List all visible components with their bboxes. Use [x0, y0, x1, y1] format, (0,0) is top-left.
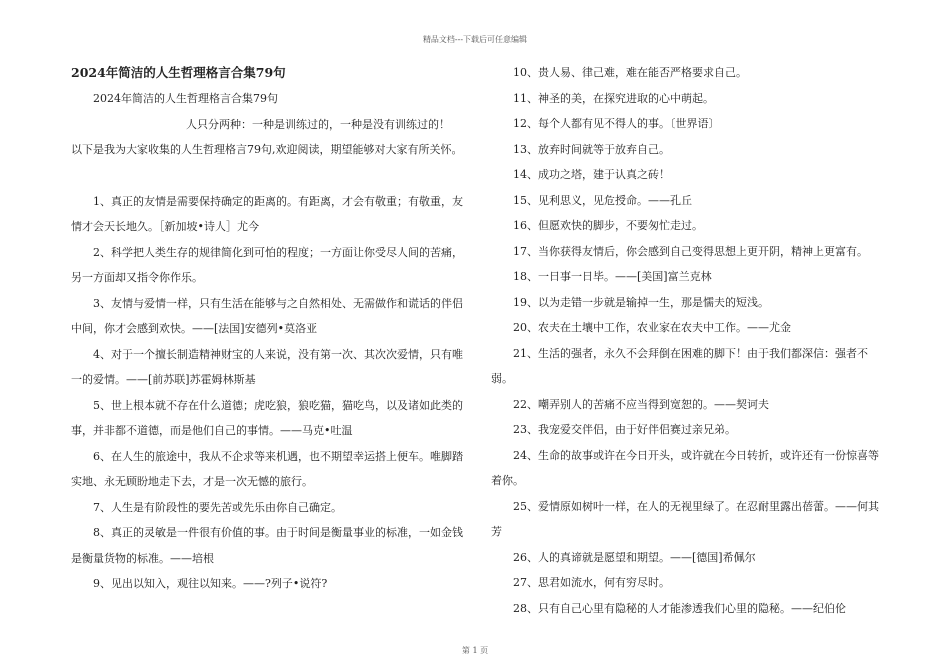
page-number: 第 1 页 — [461, 646, 489, 655]
quote-item: 18、一日事一日毕。——[美国]富兰克林 — [513, 270, 712, 283]
left-column — [71, 60, 471, 597]
quote-item: 11、神圣的美，在探究进取的心中萌起。 — [513, 91, 714, 105]
quote-item: 16、但愿欢快的脚步，不要匆忙走过。 — [513, 219, 703, 232]
quote-item: 19、以为走错一步就是输掉一生，那是懦夫的短浅。 — [513, 295, 769, 309]
intro-paragraph: 以下是我为大家收集的人生哲理格言79句,欢迎阅读，期望能够对大家有所关怀。 — [71, 143, 463, 156]
document-title: 2024年简洁的人生哲理格言合集79句 — [71, 65, 286, 80]
quote-item: 6、在人生的旅途中，我从不企求等来机遇，也不期望幸运搭上便车。唯脚踏实地、永无顾盼地走下去，才是一次无憾的旅行。 — [71, 449, 463, 488]
quote-item: 10、贵人易、律己难，难在能否严格要求自己。 — [513, 66, 747, 79]
quote-item: 23、我宠爱交伴侣，由于好伴侣赛过亲兄弟。 — [513, 423, 736, 436]
quote-item: 9、见出以知入，观往以知来。——?列子•说符? — [93, 577, 328, 590]
right-column — [491, 60, 881, 621]
quote-item: 4、对于一个擅长制造精神财宝的人来说，没有第一次、其次次爱情，只有唯一的爱情。——[前苏联]苏霍姆林斯基 — [71, 347, 463, 386]
quote-item: 22、嘲弄别人的苦痛不应当得到宽恕的。——契诃夫 — [513, 397, 769, 411]
quote-item: 20、农夫在土壤中工作，农业家在农夫中工作。——尤金 — [513, 321, 791, 334]
quote-item: 5、世上根本就不存在什么道德；虎吃狼，狼吃猫，猫吃鸟，以及诸如此类的事，并非都不道德，而是他们自己的事情。——马克•吐温 — [71, 398, 463, 437]
intro-line: 人只分两种：一种是训练过的，一种是没有训练过的！ — [186, 117, 450, 131]
quote-item: 15、见利思义，见危授命。——孔丘 — [513, 193, 692, 207]
quote-item: 7、人生是有阶段性的要先苦或先乐由你自己确定。 — [93, 500, 342, 514]
quote-item: 2、科学把人类生存的规律简化到可怕的程度；一方面让你受尽人间的苦痛，另一方面却又指令你作乐。 — [71, 245, 463, 284]
document-subtitle: 2024年简洁的人生哲理格言合集79句 — [93, 92, 278, 105]
quote-item: 25、爱情原如树叶一样，在人的无视里绿了。在忍耐里露出蓓蕾。——何其芳 — [491, 499, 879, 538]
quote-item: 24、生命的故事或许在今日开头，或许就在今日转折，或许还有一份惊喜等着你。 — [491, 448, 879, 487]
quote-item: 13、放弃时间就等于放弃自己。 — [513, 142, 670, 156]
quote-item: 21、生活的强者，永久不会拜倒在困难的脚下！由于我们都深信：强者不弱。 — [491, 346, 868, 385]
quote-item: 26、人的真谛就是愿望和期望。——[德国]希佩尔 — [513, 550, 756, 564]
quote-item: 28、只有自己心里有隐秘的人才能渗透我们心里的隐秘。——纪伯伦 — [513, 601, 846, 615]
quote-item: 14、成功之塔，建于认真之砖！ — [513, 168, 670, 181]
quote-item: 8、真正的灵敏是一件很有价值的事。由于时间是衡量事业的标准，一如金钱是衡量货物的标准。——培根 — [71, 526, 463, 565]
quote-item: 3、友情与爱情一样，只有生活在能够与之自然相处、无需做作和谎话的伴侣中间，你才会感到欢快。——[法国]安德列•莫洛亚 — [71, 296, 463, 335]
quote-item: 17、当你获得友情后，你会感到自己变得思想上更开阴，精神上更富有。 — [513, 244, 868, 258]
quote-item: 1、真正的友情是需要保持确定的距离的。有距离，才会有敬重；有敬重，友情才会天长地久。［新加坡•诗人］尤今 — [71, 194, 463, 233]
quote-item: 12、每个人都有见不得人的事。〔世界语〕 — [513, 117, 720, 130]
quote-item: 27、思君如流水，何有穷尽时。 — [513, 576, 670, 589]
page-header: 精品文档---下载后可任意编辑 — [422, 35, 528, 44]
